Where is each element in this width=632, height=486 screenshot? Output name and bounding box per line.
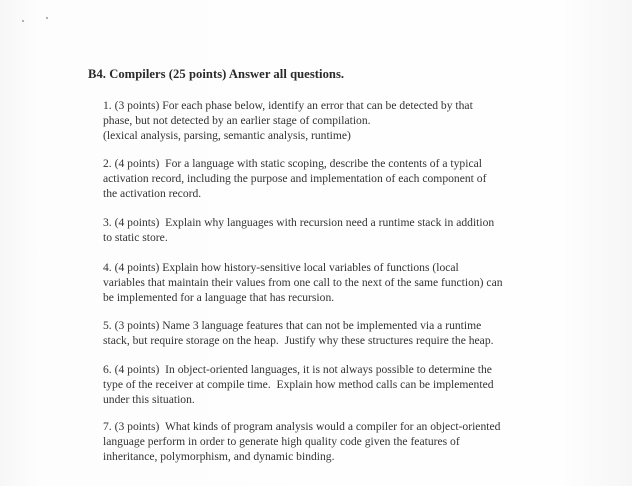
question-5: 5. (3 points) Name 3 language features that can not be implemented via a runtime stack, but require storage on the heap. Justify why these structures require the heap. [103,319,494,347]
question-1: 1. (3 points) For each phase below, identify an error that can be detected by that phase, but not detected by an earlier stage of compilation. (lexical analysis, parsing, semantic analysis, runtime) [103,99,473,142]
question-4: 4. (4 points) Explain how history-sensitive local variables of functions (local variables that maintain their values from one call to the next of the same function) can be implemented for a language that has recursion. [103,261,503,304]
question-2: 2. (4 points) For a language with static scoping, describe the contents of a typical activation record, including the purpose and implementation of each component of the activation record. [103,157,487,200]
section-heading: B4. Compilers (25 points) Answer all questions. [88,67,345,81]
question-7: 7. (3 points) What kinds of program analysis would a compiler for an object-oriented language perform in order to generate high quality code given the features of inheritance, polymorphism, and dynamic binding. [103,420,501,463]
question-6: 6. (4 points) In object-oriented languages, it is not always possible to determine the type of the receiver at compile time. Explain how method calls can be implemented under this situation. [103,363,494,406]
question-3: 3. (4 points) Explain why languages with recursion need a runtime stack in addition to static store. [103,216,495,244]
scan-speck [46,17,48,19]
scan-speck [22,20,24,22]
